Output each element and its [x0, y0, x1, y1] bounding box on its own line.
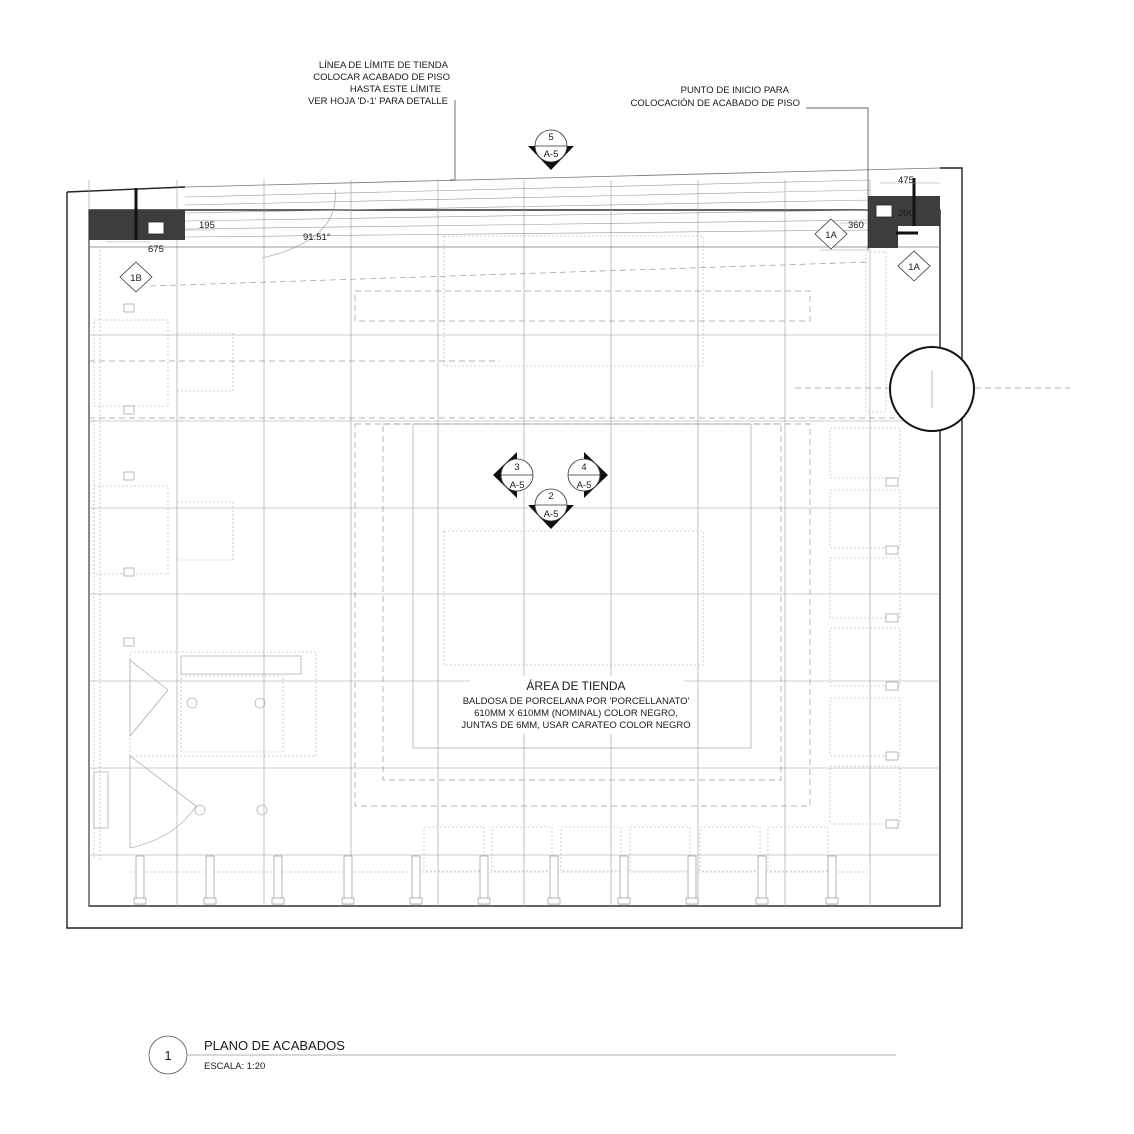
wall-post	[618, 898, 630, 904]
boundary-note-line-4: VER HOJA 'D-1' PARA DETALLE	[307, 96, 448, 107]
elevation-marker-5-sheet: A-5	[543, 149, 559, 160]
wall-post	[204, 898, 216, 904]
tag-1a-left-label: 1A	[825, 230, 837, 241]
wall-post	[412, 856, 420, 904]
tag-1a-right	[898, 251, 930, 281]
wall-post	[688, 856, 696, 904]
elevation-marker-4	[568, 452, 608, 498]
elevation-marker-3-sheet: A-5	[509, 480, 525, 491]
tile-grid	[89, 180, 940, 906]
drawing-number: 1	[164, 1048, 172, 1063]
wall-post	[342, 898, 354, 904]
angle-arc	[262, 190, 335, 258]
wall-post	[756, 898, 768, 904]
dim-200: 200	[898, 208, 914, 219]
wall-post	[886, 682, 898, 690]
tag-1b	[120, 262, 152, 292]
dim-360: 360	[848, 220, 864, 231]
wall-post	[136, 856, 144, 904]
wall-post	[620, 856, 628, 904]
elevation-marker-4-sheet: A-5	[576, 480, 592, 491]
wall-post	[826, 898, 838, 904]
tag-1b-label: 1B	[130, 273, 142, 284]
start-point-note	[631, 85, 800, 109]
area-name: ÁREA DE TIENDA	[526, 679, 626, 693]
start-note-line-1: PUNTO DE INICIO PARA	[680, 85, 789, 96]
furniture-layout	[94, 236, 900, 872]
outer-frame	[67, 168, 962, 928]
elevation-marker-3-number: 3	[514, 462, 520, 473]
wall-post	[410, 898, 422, 904]
wall-post	[828, 856, 836, 904]
wall-post	[124, 406, 134, 414]
wall-post	[344, 856, 352, 904]
wall-post	[274, 856, 282, 904]
wall-post	[886, 820, 898, 828]
boundary-note-line-1: LÍNEA DE LÍMITE DE TIENDA	[318, 60, 448, 71]
boundary-note-line-2: COLOCAR ACABADO DE PISO	[313, 72, 450, 83]
wall-posts	[124, 304, 898, 904]
elevation-marker-4-number: 4	[581, 462, 587, 473]
dim-angle: 91.51°	[303, 232, 331, 243]
tag-1a-left	[815, 219, 847, 249]
dim-675: 675	[148, 244, 164, 255]
drawing-scale: ESCALA: 1:20	[204, 1061, 266, 1072]
elevation-marker-3	[493, 452, 533, 498]
wall-post	[480, 856, 488, 904]
elevation-marker-2-sheet: A-5	[543, 509, 559, 520]
area-spec-line-3: JUNTAS DE 6MM, USAR CARATEO COLOR NEGRO	[461, 720, 691, 731]
dim-475: 475	[898, 175, 914, 186]
start-note-line-2: COLOCACIÓN DE ACABADO DE PISO	[630, 98, 800, 109]
wall-post	[124, 568, 134, 576]
wall-post	[548, 898, 560, 904]
wall-post	[124, 472, 134, 480]
boundary-note-line-3: HASTA ESTE LÍMITE	[349, 84, 441, 95]
wall-post	[134, 898, 146, 904]
boundary-note	[308, 60, 450, 107]
wall-post	[886, 614, 898, 622]
elevation-marker-5-number: 5	[548, 132, 554, 143]
wall-post	[886, 478, 898, 486]
dimension-lines	[106, 183, 940, 250]
elevation-marker-2-number: 2	[548, 491, 554, 502]
wall-post	[272, 898, 284, 904]
drawing-title: PLANO DE ACABADOS	[204, 1038, 345, 1053]
area-spec-line-1: BALDOSA DE PORCELANA POR 'PORCELLANATO'	[462, 696, 690, 707]
wall-post	[206, 856, 214, 904]
store-limit-lines	[89, 180, 940, 286]
store-boundary	[89, 210, 940, 906]
wall-post	[550, 856, 558, 904]
wall-post	[686, 898, 698, 904]
elevation-marker-5	[528, 130, 574, 170]
wall-post	[886, 546, 898, 554]
title-block	[149, 1036, 896, 1074]
area-spec-line-2: 610MM X 610MM (NOMINAL) COLOR NEGRO,	[474, 708, 678, 719]
area-label	[461, 676, 690, 734]
wall-block-left	[89, 188, 185, 240]
elevation-marker-2	[528, 489, 574, 529]
wall-post	[124, 638, 134, 646]
wall-post	[758, 856, 766, 904]
wall-post	[886, 752, 898, 760]
column-reference	[89, 347, 1070, 431]
wall-post	[478, 898, 490, 904]
tag-1a-right-label: 1A	[908, 262, 920, 273]
wall-post	[124, 304, 134, 312]
dim-195: 195	[199, 220, 215, 231]
